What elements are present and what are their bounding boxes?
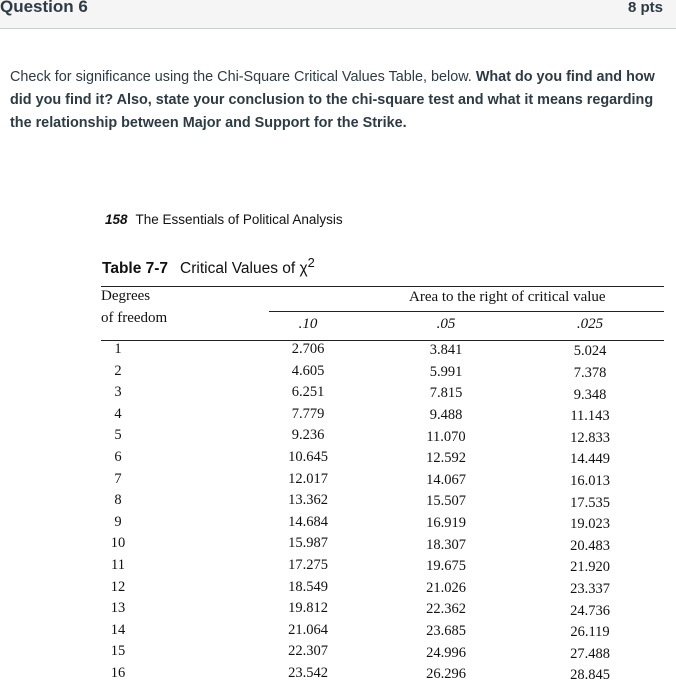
value-0025-cell: 24.736 [570, 602, 610, 619]
value-0025-cell: 26.119 [570, 624, 610, 641]
value-005-cell: 7.815 [429, 385, 463, 402]
question-text-bold: What do you find and how did you find it? Also, state your conclusion to the chi-square test and what it means regarding the relationship between Major and Support for the Strike. [10, 69, 655, 131]
value-005-cell: 12.592 [426, 450, 466, 467]
value-0025-cell: 7.378 [573, 365, 607, 381]
df-cell: 3 [114, 384, 122, 401]
df-cell: 2 [114, 362, 122, 379]
value-0025-cell: 28.845 [570, 667, 610, 684]
book-title: The Essentials of Political Analysis [135, 212, 343, 227]
value-0025-cell: 16.013 [570, 473, 610, 489]
table-top-rule [101, 286, 664, 287]
area-header-rule [269, 311, 664, 312]
value-010-cell: 21.064 [288, 621, 328, 638]
value-010-cell: 23.542 [288, 665, 328, 681]
value-005-cell: 11.070 [426, 428, 466, 445]
value-005-cell: 18.307 [426, 536, 466, 553]
value-0025-cell: 5.024 [573, 343, 607, 360]
df-cell: 9 [114, 513, 122, 530]
value-005-cell: 26.296 [426, 666, 466, 683]
df-cell: 13 [110, 600, 126, 617]
value-0025-cell: 9.348 [573, 386, 607, 403]
value-010-cell: 7.779 [291, 405, 325, 422]
df-cell: 7 [114, 470, 122, 487]
value-0025-cell: 23.337 [570, 581, 610, 597]
df-cell: 5 [114, 427, 122, 444]
value-0025-cell: 21.920 [570, 559, 610, 576]
value-005-cell: 3.841 [429, 342, 463, 359]
value-005-cell: 9.488 [429, 407, 463, 423]
value-0025-cell: 27.488 [570, 645, 610, 662]
question-title: Question 6 [0, 0, 88, 16]
value-010-cell: 22.307 [288, 643, 328, 660]
value-010-cell: 14.684 [288, 513, 328, 530]
value-005-cell: 24.996 [426, 644, 466, 661]
value-010-cell: 12.017 [288, 470, 328, 487]
value-010-cell: 10.645 [288, 449, 328, 465]
value-010-cell: 9.236 [291, 427, 325, 444]
value-0025-cell: 12.833 [570, 429, 610, 446]
table-title-text: Critical Values of χ [180, 260, 308, 278]
value-0025-cell: 11.143 [570, 408, 610, 425]
header-area: Area to the right of critical value [409, 289, 606, 305]
value-005-cell: 14.067 [426, 471, 466, 488]
value-010-cell: 19.812 [288, 600, 328, 617]
df-cell: 10 [110, 535, 126, 552]
table-title-superscript: 2 [307, 255, 315, 270]
df-cell: 8 [114, 492, 122, 509]
df-cell: 4 [114, 405, 122, 422]
question-text-plain: Check for significance using the Chi-Square Critical Values Table, below. [10, 69, 476, 85]
value-010-cell: 2.706 [291, 341, 325, 357]
column-header-010: .10 [298, 316, 318, 332]
df-cell: 11 [111, 557, 125, 573]
value-010-cell: 13.362 [288, 492, 328, 509]
value-005-cell: 5.991 [429, 363, 463, 380]
value-0025-cell: 20.483 [570, 537, 610, 554]
header-degrees: Degrees [101, 288, 151, 304]
table-title [102, 255, 315, 278]
value-0025-cell: 14.449 [570, 451, 610, 468]
chi-square-table-image [0, 195, 676, 700]
value-010-cell: 18.549 [288, 578, 328, 595]
header-of-freedom: of freedom [101, 310, 168, 326]
question-points: 8 pts [627, 0, 663, 16]
book-page-header [105, 212, 343, 227]
question-header [0, 0, 676, 29]
value-0025-cell: 19.023 [570, 516, 610, 533]
df-cell: 14 [110, 621, 126, 638]
value-010-cell: 15.987 [288, 535, 328, 552]
value-010-cell: 6.251 [291, 384, 325, 401]
df-cell: 16 [110, 665, 126, 681]
column-header-0025: .025 [576, 316, 604, 332]
value-010-cell: 17.275 [288, 557, 328, 573]
value-005-cell: 15.507 [426, 493, 466, 510]
value-005-cell: 23.685 [426, 623, 466, 639]
df-cell: 12 [110, 578, 126, 595]
value-005-cell: 21.026 [426, 579, 466, 596]
value-005-cell: 16.919 [426, 515, 466, 531]
column-header-rule [101, 340, 664, 341]
df-cell: 6 [114, 449, 122, 465]
value-010-cell: 4.605 [291, 362, 325, 379]
value-005-cell: 22.362 [426, 601, 466, 618]
value-005-cell: 19.675 [426, 558, 466, 575]
table-number: Table 7-7 [102, 260, 169, 278]
df-cell: 1 [114, 341, 122, 357]
df-cell: 15 [110, 643, 126, 660]
value-0025-cell: 17.535 [570, 494, 610, 511]
question-text [10, 66, 670, 135]
book-page-number: 158 [105, 212, 128, 227]
column-header-005: .05 [436, 316, 456, 332]
